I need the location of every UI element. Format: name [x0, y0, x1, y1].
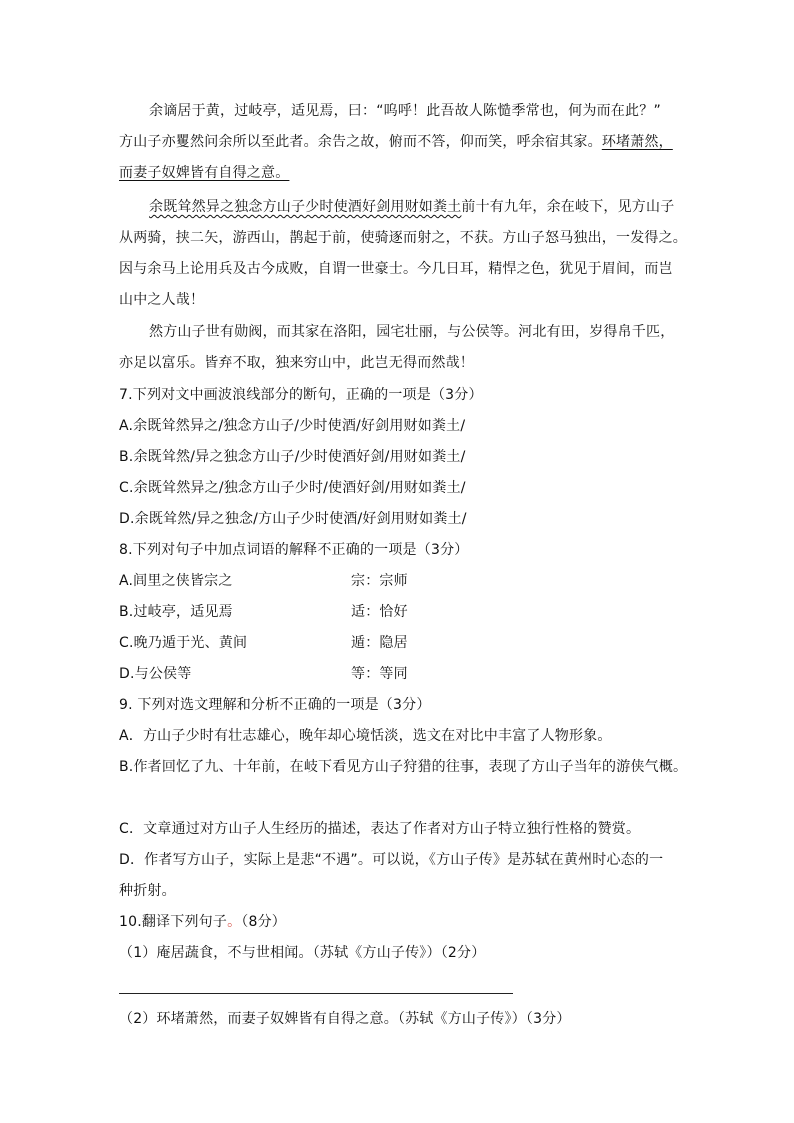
passage-p2-line3: 因与余马上论用兵及古今成败，自谓一世豪士。今几日耳，精悍之色，犹见于眉间，而岂 [119, 261, 673, 277]
question-7-option-c: C.余既耸然异之/独念方山子少时/使酒好剑/用财如粪土/ [119, 480, 466, 496]
underlined-sentence-start: 环堵萧然， [601, 134, 673, 150]
question-10-stem [119, 912, 286, 932]
passage-p1-line1: 余谪居于黄，过岐亭，适见焉，曰：“呜呼！此吾故人陈慥季常也，何为而在此？” [149, 103, 661, 119]
passage-p1-line2 [119, 132, 673, 152]
question-7-stem: 7.下列对文中画波浪线部分的断句，正确的一项是（3分） [119, 387, 483, 403]
passage-p2-line2: 从两骑，挟二矢，游西山，鹊起于前，使骑逐而射之，不获。方山子怒马独出，一发得之。 [119, 230, 687, 246]
question-7-option-a: A.余既耸然异之/独念方山子/少时使酒/好剑用财如粪土/ [119, 418, 466, 434]
question-9-stem: 9. 下列对选文理解和分析不正确的一项是（3分） [119, 697, 431, 713]
question-9-option-d-line2: 种折射。 [119, 883, 176, 899]
question-10-score: （8分） [241, 914, 286, 930]
question-10-sentence-2: （2）环堵萧然，而妻子奴婢皆有自得之意。（苏轼《方山子传》）（3分） [119, 1011, 571, 1027]
passage-p3-line1: 然方山子世有勋阀，而其家在洛阳，园宅壮丽，与公侯等。河北有田，岁得帛千匹， [149, 324, 675, 340]
question-7-option-d: D.余既耸然/异之独念/方山子少时使酒/好剑用财如粪土/ [119, 511, 467, 527]
question-8-option-b-gloss: 适：恰好 [351, 604, 408, 620]
question-7-option-b: B.余既耸然/异之独念方山子/少时使酒好剑/用财如粪土/ [119, 449, 466, 465]
question-8-option-b: B.过岐亭，适见焉 [119, 604, 233, 620]
question-9-option-c: C．文章通过对方山子人生经历的描述，表达了作者对方山子特立独行性格的赞赏。 [119, 821, 641, 837]
question-8-stem: 8.下列对句子中加点词语的解释不正确的一项是（3分） [119, 542, 469, 558]
passage-p2-line1-text: 前十有九年，余在岐下，见方山子 [461, 199, 675, 215]
passage-p3-line2: 亦足以富乐。皆弃不取，独来穷山中，此岂无得而然哉！ [119, 355, 474, 371]
question-9-option-a: A．方山子少时有壮志雄心，晚年却心境恬淡，选文在对比中丰富了人物形象。 [119, 728, 612, 744]
question-10-stem-text: 10.翻译下列句子 [119, 914, 228, 930]
question-9-option-b: B.作者回忆了九、十年前，在岐下看见方山子狩猎的往事，表现了方山子当年的游侠气概。 [119, 759, 688, 775]
question-10-sentence-1: （1）庵居蔬食，不与世相闻。（苏轼《方山子传》）（2分） [119, 945, 486, 961]
question-8-option-c: C.晚乃遁于光、黄间 [119, 635, 248, 651]
question-9-option-d-line1: D．作者写方山子，实际上是悲“不遇”。可以说，《方山子传》是苏轼在黄州时心态的一 [119, 852, 664, 868]
passage-p2-line4: 山中之人哉！ [119, 292, 205, 308]
question-8-option-a-gloss: 宗：宗师 [351, 573, 408, 589]
question-8-option-c-gloss: 遁：隐居 [351, 635, 408, 651]
question-8-option-d-gloss: 等：等同 [351, 666, 408, 682]
question-8-option-a: A.闾里之侠皆宗之 [119, 573, 233, 589]
passage-p1-line2-text: 方山子亦矍然问余所以至此者。余告之故，俯而不答，仰而笑，呼余宿其家。 [119, 134, 602, 150]
answer-line [119, 993, 513, 994]
underlined-sentence-end: 而妻子奴婢皆有自得之意。 [119, 165, 290, 181]
wavy-underlined-segment: 余既耸然异之独念方山子少时使酒好剑用财如粪土 [149, 199, 462, 215]
passage-p2-line1 [149, 197, 674, 217]
red-period-mark: 。 [227, 914, 242, 930]
question-8-option-d: D.与公侯等 [119, 666, 192, 682]
